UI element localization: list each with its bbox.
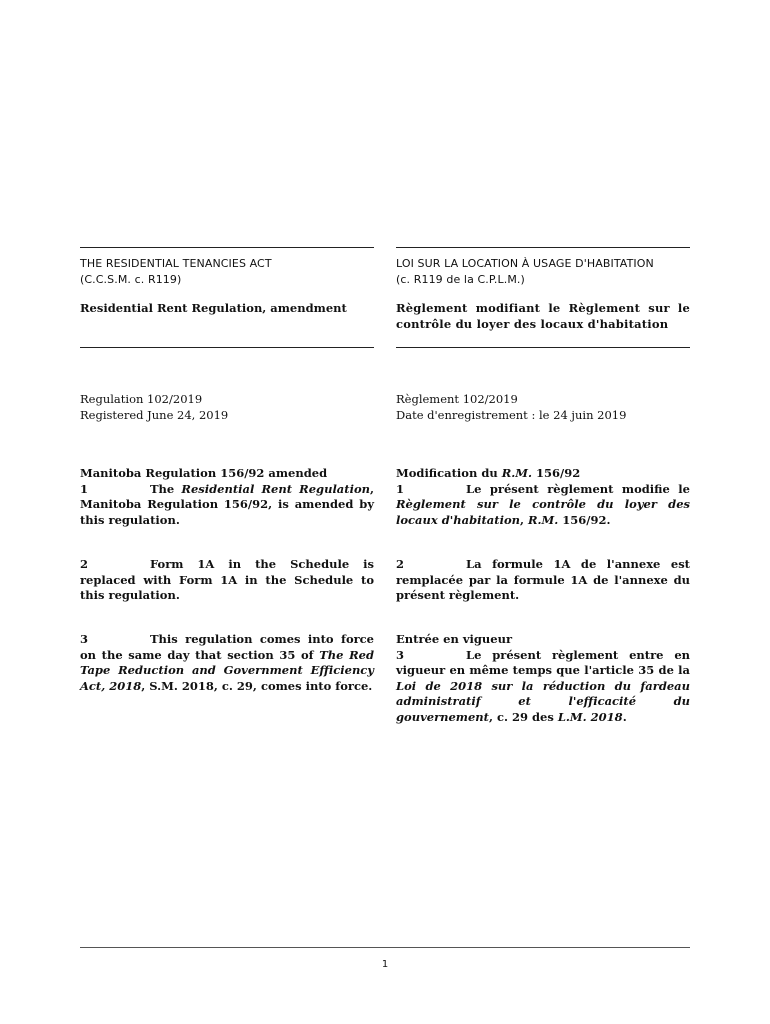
french-section-3-text: 3 Le présent règlement entre en vigueur en même temps que l'article 35 de la Loi de 2018 sur la réduction du fardeau administratif et l'efficacité du gouvernement, c. 29 des L.M. 2018. [396, 647, 690, 724]
french-regulation-number: Règlement 102/2019 [396, 392, 518, 406]
french-act-citation: (c. R119 de la C.P.L.M.) [396, 272, 525, 286]
page-number: 1 [381, 959, 389, 970]
english-section-1-heading: Manitoba Regulation 156/92 amended [80, 466, 328, 480]
english-section-3-number: 3 [80, 632, 89, 646]
english-regulation-number: Regulation 102/2019 [80, 392, 203, 406]
english-bottom-rule [80, 347, 374, 348]
english-section-1-number: 1 [80, 481, 89, 496]
french-regulation-title: Règlement modifiant le Règlement sur le contrôle du loyer des locaux d'habitation [396, 301, 690, 331]
french-section-3-heading: Entrée en vigueur [396, 632, 513, 646]
french-section-1-number: 1 [396, 481, 405, 496]
french-act-title: LOI SUR LA LOCATION À USAGE D'HABITATION [396, 257, 654, 270]
english-act-name [80, 256, 374, 287]
french-regulation-meta [396, 392, 690, 423]
english-act-title: THE RESIDENTIAL TENANCIES ACT [80, 257, 272, 270]
french-registered-date: Date d'enregistrement : le 24 juin 2019 [396, 407, 627, 422]
english-section-2-text: 2 Form 1A in the Schedule is replaced with Form 1A in the Schedule to this regulation. [80, 557, 374, 602]
footer-rule [80, 947, 690, 948]
english-section-3 [80, 632, 374, 694]
english-section-2-number: 2 [80, 557, 89, 571]
english-registered-date: Registered June 24, 2019 [80, 407, 229, 422]
english-section-2 [80, 557, 374, 604]
french-section-3 [396, 632, 690, 725]
english-act-citation: (C.C.S.M. c. R119) [80, 272, 182, 286]
english-section-1 [80, 466, 374, 528]
french-section-1-text: 1 Le présent règlement modifie le Règlement sur le contrôle du loyer des locaux d'habitation, R.M. 156/92. [396, 481, 690, 527]
french-section-3-number: 3 [396, 647, 405, 662]
english-section-1-text: 1 The Residential Rent Regulation, Manitoba Regulation 156/92, is amended by this regulation. [80, 481, 374, 527]
french-section-2-text: 2 La formule 1A de l'annexe est remplacée par la formule 1A de l'annexe du présent règlement. [396, 557, 690, 602]
french-top-rule [396, 247, 690, 248]
french-column [396, 0, 690, 1024]
french-section-1 [396, 466, 690, 528]
english-regulation-meta [80, 392, 374, 423]
french-act-name [396, 256, 690, 287]
french-bottom-rule [396, 347, 690, 348]
french-section-2-number: 2 [396, 557, 405, 571]
english-regulation-title: Residential Rent Regulation, amendment [80, 301, 347, 315]
english-top-rule [80, 247, 374, 248]
french-section-2 [396, 557, 690, 604]
english-column [80, 0, 374, 1024]
english-section-3-text: 3 This regulation comes into force on the same day that section 35 of The Red Tape Reduction and Government Efficiency Act, 2018, S.M. 2018, c. 29, comes into force. [80, 632, 374, 693]
french-section-1-heading: Modification du R.M. 156/92 [396, 466, 581, 480]
